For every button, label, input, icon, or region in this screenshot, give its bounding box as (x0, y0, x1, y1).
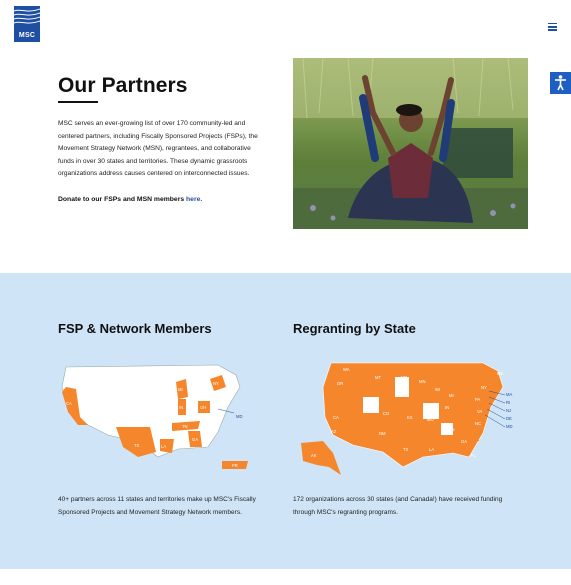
title-underline (58, 101, 98, 103)
state-label: KS (407, 415, 413, 420)
state-label: MI (449, 393, 454, 398)
state-label: RI (506, 400, 511, 405)
donate-line (58, 196, 202, 203)
state-label: MN (419, 379, 426, 384)
state-label: MO (427, 417, 434, 422)
state-label: TX (403, 447, 409, 452)
state-label: IN (179, 405, 184, 410)
state-label: NY (481, 385, 487, 390)
state-label: MA (506, 392, 513, 397)
page-title: Our Partners (58, 74, 188, 97)
state-label: OR (337, 381, 344, 386)
state-label: TN (449, 427, 455, 432)
state-label: AZ (331, 429, 337, 434)
regranting-section-title: Regranting by State (293, 321, 416, 336)
state-label: NY (213, 381, 219, 386)
msc-logo[interactable] (14, 6, 40, 42)
hamburger-menu-icon[interactable] (548, 23, 557, 31)
state-label: AK (311, 453, 317, 458)
state-label: TX (134, 443, 140, 448)
state-label: GA (461, 439, 468, 444)
state-label: TN (182, 424, 188, 429)
state-label: MI (178, 387, 183, 392)
state-label: CA (333, 415, 339, 420)
logo-text: MSC (18, 32, 36, 39)
state-label: MD (236, 414, 243, 419)
state-label: WA (343, 367, 350, 372)
fsp-caption: 40+ partners across 11 states and territories make up MSC's Fiscally Sponsored Projects and Movement Strategy Network members. (58, 496, 256, 516)
logo-waves-icon (14, 6, 40, 28)
hero-photo (293, 58, 528, 229)
donate-link[interactable]: here. (186, 196, 203, 203)
state-label: DE (506, 416, 512, 421)
state-label: VA (477, 409, 483, 414)
fsp-section-title: FSP & Network Members (58, 321, 212, 336)
state-label: NJ (506, 408, 512, 413)
fsp-map (58, 357, 258, 475)
intro-paragraph: MSC serves an ever-growing list of over 170 community-led and centered partners, including Fiscally Sponsored Projects (FSPs), the Movement Strategy Network (MSN), regrantees, and collaborative funds in over 30 states and territories. These dynamic grassroots organizations address causes centered on interconnected issues. (58, 120, 258, 178)
state-label: GA (192, 437, 199, 442)
regranting-map (293, 357, 518, 489)
state-label: LA (429, 447, 435, 452)
regranting-caption: 172 organizations across 30 states (and Canada!) have received funding through MSC's regranting programs. (293, 496, 503, 516)
state-label: IN (445, 405, 450, 410)
state-label: FL (471, 453, 476, 458)
state-label: PA (475, 397, 481, 402)
state-label: WI (435, 387, 441, 392)
accessibility-icon[interactable] (550, 72, 571, 94)
state-label: CA (66, 401, 72, 406)
state-label: LA (161, 444, 167, 449)
state-label: PR (232, 463, 238, 468)
state-label: CO (383, 411, 390, 416)
state-label: ND (401, 375, 408, 380)
state-label: MD (506, 424, 513, 429)
donate-text: Donate to our FSPs and MSN members (58, 196, 187, 203)
state-label: ME (497, 371, 504, 376)
state-label: NM (379, 431, 386, 436)
state-label: OH (200, 405, 207, 410)
state-label: MT (375, 375, 382, 380)
state-label: NC (475, 421, 482, 426)
